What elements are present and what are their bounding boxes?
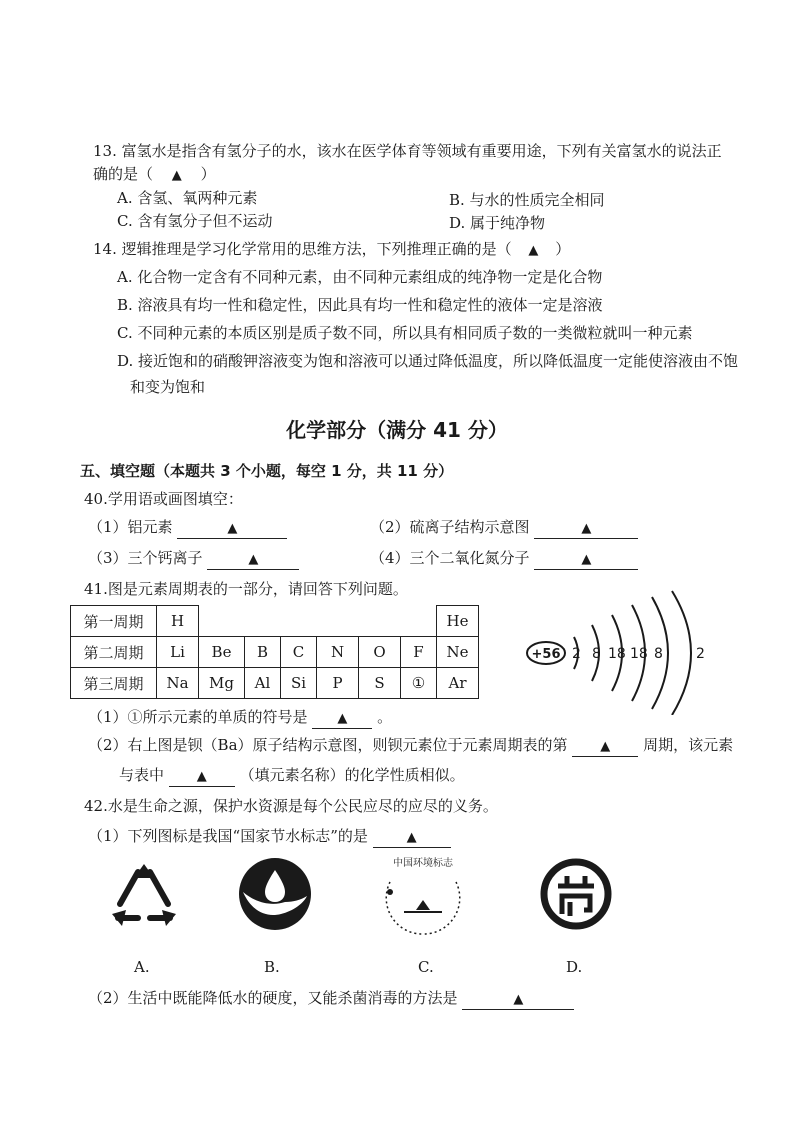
empty-cell — [199, 606, 245, 637]
option-c-label: C. — [418, 958, 434, 976]
element-cell: F — [401, 637, 437, 668]
q14-stem-end: ） — [555, 240, 571, 258]
q41-sub2-line2-pre: 与表中 — [119, 766, 165, 784]
q14-answer-blank[interactable]: ▲ — [528, 243, 539, 258]
option-a-label: A. — [134, 958, 150, 976]
triangle-icon: ▲ — [600, 739, 611, 754]
q14-option-d-continued: 和变为饱和 — [130, 378, 206, 396]
q40-item-3-blank[interactable] — [207, 549, 299, 570]
nucleus-charge: +56 — [531, 647, 561, 662]
shell-electron-count: 2 — [696, 646, 705, 662]
period-label: 第一周期 — [71, 606, 157, 637]
q13-stem-line1: 13. 富氢水是指含有氢分子的水，该水在医学体育等领域有重要用途，下列有关富氢水的说法正 — [93, 142, 722, 160]
chemistry-section-title: 化学部分（满分 41 分） — [286, 418, 508, 442]
q41-sub1 — [88, 706, 392, 729]
environment-mark-caption: 中国环境标志 — [393, 858, 453, 869]
empty-cell — [359, 606, 401, 637]
triangle-icon: ▲ — [513, 992, 524, 1007]
shell-electron-count: 8 — [592, 646, 601, 662]
q41-sub2-text: （2）右上图是钡（Ba）原子结构示意图，则钡元素位于元素周期表的第 — [88, 736, 568, 754]
element-cell: He — [437, 606, 479, 637]
element-cell-unknown: ① — [401, 668, 437, 699]
q42-sub1-text: （1）下列图标是我国“国家节水标志”的是 — [88, 827, 368, 845]
q41-sub2-line1 — [88, 734, 733, 757]
q40-stem: 40.学用语或画图填空： — [84, 490, 243, 508]
q13-answer-blank[interactable]: ▲ — [171, 168, 182, 183]
option-b-label: B. — [264, 958, 280, 976]
q13-stem-line2 — [93, 163, 216, 184]
q40-item-2-label: （2）硫离子结构示意图 — [370, 518, 530, 536]
section-5-heading: 五、填空题（本题共 3 个小题，每空 1 分，共 11 分） — [80, 462, 454, 480]
q41-sub2-mid: 周期，该元素 — [643, 736, 734, 754]
element-cell: C — [281, 637, 317, 668]
element-cell: H — [157, 606, 199, 637]
q41-sub2-blank-2[interactable] — [169, 766, 235, 787]
q41-sub1-end: 。 — [377, 708, 393, 726]
triangle-icon: ▲ — [248, 552, 259, 567]
q40-item-3-label: （3）三个钙离子 — [88, 549, 203, 567]
q41-sub2-line2-post: （填元素名称）的化学性质相似。 — [239, 766, 465, 784]
element-cell: S — [359, 668, 401, 699]
q42-sub2-blank[interactable] — [462, 989, 574, 1010]
q40-item-4-label: （4）三个二氧化氮分子 — [370, 549, 530, 567]
empty-cell — [281, 606, 317, 637]
element-cell: Al — [245, 668, 281, 699]
period-label: 第三周期 — [71, 668, 157, 699]
period-label: 第二周期 — [71, 637, 157, 668]
period-3-row — [71, 668, 479, 699]
element-cell: Ar — [437, 668, 479, 699]
element-cell: N — [317, 637, 359, 668]
triangle-icon: ▲ — [406, 830, 417, 845]
q14-option-a: A. 化合物一定含有不同种元素，由不同种元素组成的纯净物一定是化合物 — [117, 268, 603, 286]
shell-electron-count: 18 — [608, 646, 626, 662]
q41-sub1-blank[interactable] — [312, 708, 372, 729]
q40-item-1-blank[interactable] — [177, 518, 287, 539]
q40-item-4 — [370, 547, 638, 570]
q41-sub2-blank[interactable] — [572, 736, 638, 757]
triangle-icon: ▲ — [337, 711, 348, 726]
q40-item-2 — [370, 516, 638, 539]
empty-cell — [401, 606, 437, 637]
q13-stem-end: ） — [200, 165, 216, 183]
environment-mark-icon — [378, 852, 468, 948]
shell-electron-count: 18 — [630, 646, 648, 662]
q40-item-2-blank[interactable] — [534, 518, 638, 539]
q42-sub2 — [88, 987, 574, 1010]
q41-sub2-line2 — [119, 764, 465, 787]
q42-sub1-blank[interactable] — [373, 827, 451, 848]
empty-cell — [245, 606, 281, 637]
q42-sub1 — [88, 825, 451, 848]
q13-option-a: A. 含氢、氧两种元素 — [117, 189, 258, 207]
q14-option-d: D. 接近饱和的硝酸钾溶液变为饱和溶液可以通过降低温度，所以降低温度一定能使溶液由不饱 — [117, 352, 739, 370]
element-cell: Na — [157, 668, 199, 699]
q40-item-1 — [88, 516, 287, 539]
q13-option-b: B. 与水的性质完全相同 — [449, 191, 605, 209]
element-cell: Be — [199, 637, 245, 668]
triangle-icon: ▲ — [196, 769, 207, 784]
q13-option-c: C. 含有氢分子但不运动 — [117, 212, 273, 230]
energy-saving-icon — [540, 858, 612, 930]
element-cell: P — [317, 668, 359, 699]
q42-sub2-text: （2）生活中既能降低水的硬度，又能杀菌消毒的方法是 — [88, 989, 458, 1007]
element-cell: O — [359, 637, 401, 668]
q41-stem: 41.图是元素周期表的一部分，请回答下列问题。 — [84, 580, 408, 598]
period-1-row — [71, 606, 479, 637]
option-d-label: D. — [566, 958, 583, 976]
q13-stem-text: 确的是（ — [93, 165, 154, 183]
periodic-table — [70, 605, 479, 699]
water-drop-hand-icon — [237, 856, 313, 932]
shell-electron-count: 8 — [654, 646, 663, 662]
recycle-icon — [108, 862, 180, 932]
q14-stem-text: 14. 逻辑推理是学习化学常用的思维方法，下列推理正确的是（ — [93, 240, 512, 258]
q14-stem — [93, 238, 570, 259]
q13-option-d: D. 属于纯净物 — [449, 214, 546, 232]
empty-cell — [317, 606, 359, 637]
triangle-icon: ▲ — [581, 552, 592, 567]
q40-item-3 — [88, 547, 299, 570]
element-cell: Mg — [199, 668, 245, 699]
element-cell: Ne — [437, 637, 479, 668]
shell-electron-count: 2 — [572, 646, 581, 662]
element-cell: Si — [281, 668, 317, 699]
q41-sub1-text: （1）①所示元素的单质的符号是 — [88, 708, 308, 726]
barium-atom-diagram — [520, 585, 720, 715]
element-cell: B — [245, 637, 281, 668]
triangle-icon: ▲ — [227, 521, 238, 536]
electron-shell — [672, 591, 691, 715]
q14-option-c: C. 不同种元素的本质区别是质子数不同，所以具有相同质子数的一类微粒就叫一种元素 — [117, 324, 693, 342]
q14-option-b: B. 溶液具有均一性和稳定性，因此具有均一性和稳定性的液体一定是溶液 — [117, 296, 603, 314]
q40-item-4-blank[interactable] — [534, 549, 638, 570]
triangle-icon: ▲ — [581, 521, 592, 536]
period-2-row — [71, 637, 479, 668]
element-cell: Li — [157, 637, 199, 668]
q42-stem: 42.水是生命之源，保护水资源是每个公民应尽的应尽的义务。 — [84, 797, 498, 815]
q40-item-1-label: （1）铝元素 — [88, 518, 173, 536]
